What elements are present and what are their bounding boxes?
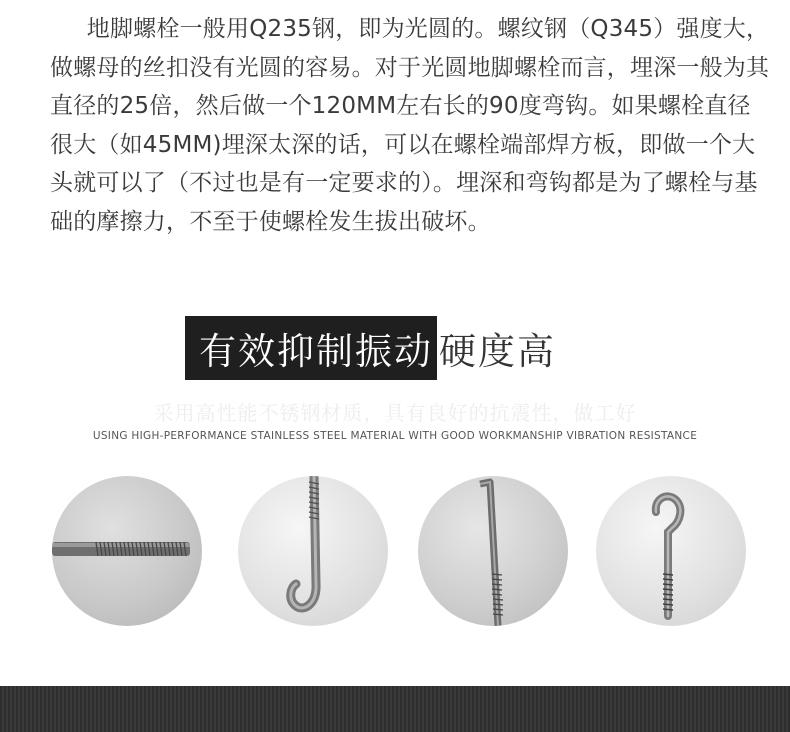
section-title-highlight: 有效抑制振动	[185, 316, 437, 380]
section-title-rest: 硬度高	[439, 330, 556, 373]
subtitle-chinese: 采用高性能不锈钢材质，具有良好的抗震性，做工好	[153, 401, 637, 425]
bottom-texture-bar	[0, 686, 790, 732]
question-hook-bolt-icon	[596, 476, 746, 626]
product-image-threaded-rod	[52, 476, 202, 626]
section-title	[185, 316, 562, 380]
subtitle-english: USING HIGH-PERFORMANCE STAINLESS STEEL MATERIAL WITH GOOD WORKMANSHIP VIBRATION RESISTANCE	[92, 430, 698, 442]
product-image-j-hook-bolt	[238, 476, 388, 626]
product-image-question-hook-bolt	[596, 476, 746, 626]
threaded-rod-icon	[52, 476, 202, 626]
j-hook-bolt-icon	[238, 476, 388, 626]
intro-paragraph: 地脚螺栓一般用Q235钢，即为光圆的。螺纹钢（Q345）强度大，做螺母的丝扣没有光圆的容易。对于光圆地脚螺栓而言，埋深一般为其直径的25倍，然后做一个120MM左右长的90度弯钩。如果螺栓直径很大（如45MM)埋深太深的话，可以在螺栓端部焊方板，即做一个大头就可以了（不过也是有一定要求的）。埋深和弯钩都是为了螺栓与基础的摩擦力，不至于使螺栓发生拔出破坏。	[50, 16, 770, 235]
product-image-l-bolt	[418, 476, 568, 626]
l-bolt-icon	[418, 476, 568, 626]
